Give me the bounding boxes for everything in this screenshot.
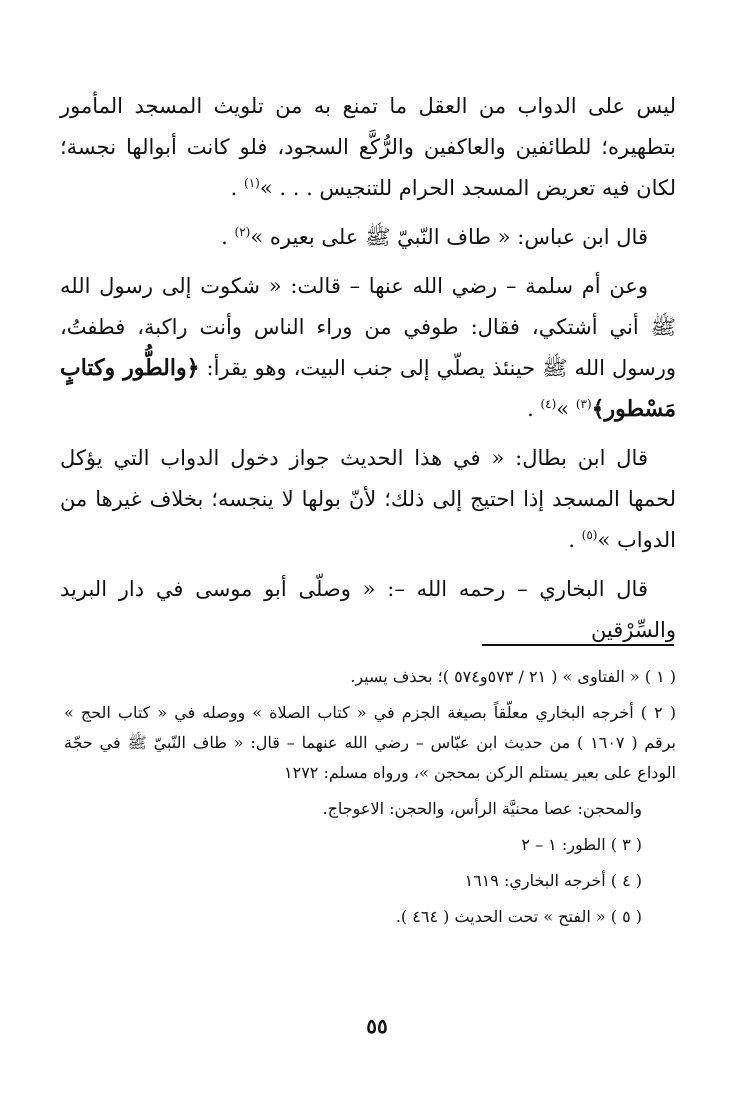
paragraph-3-quote-close: » [556,397,576,421]
footnote-4: ( ٤ ) أخرجه البخاري: ١٦١٩ [464,871,642,890]
footnote-5: ( ٥ ) « الفتح » تحت الحديث ( ٤٦٤ ). [395,907,642,926]
paragraph-3 [60,266,676,430]
paragraph-2-text: قال ابن عباس: « طاف النّبيّ ﷺ على بعيره » [250,225,648,249]
paragraph-1-line-1: ليس على الدواب من العقل ما تمنع به من تلويث المسجد المأمور [60,94,676,118]
paragraph-2 [60,217,676,258]
paragraph-1-line-2: بتطهيره؛ للطائفين والعاكفين والرُّكَّع السجود، فلو كانت أبوالها نجسة؛ لكان [60,135,676,200]
footnote-ref-4[interactable]: (٤) [540,397,557,411]
paragraph-5-text: قال البخاري – رحمه الله –: « وصلّى أبو موسى في دار البريد والسِّرْقين [60,577,676,642]
footnote-ref-1[interactable]: (١) [244,176,260,190]
footnote-ref-3[interactable]: (٣) [575,397,592,411]
paragraph-4-end: . [568,528,582,552]
paragraph-5 [60,569,676,651]
footnote-ref-5[interactable]: (٥) [581,528,598,542]
footnote-ref-2[interactable]: (٢) [234,225,251,239]
paragraph-1-line-3: فيه تعريض المسجد الحرام للتنجيس . . . » [259,176,630,200]
paragraph-3-end: . [527,397,541,421]
paragraph-1 [60,86,676,209]
quran-verse: ﴿والطُّور وكتابٍ مَسْطور﴾ [60,355,676,422]
paragraph-3-text: وعن أم سلمة – رضي الله عنها – قالت: « شكوت إلى رسول الله ﷺ أني أشتكي، فقال: طوفي من وراء الناس وأنت راكبة، فطفتُ، ورسول الله ﷺ حينئذ يصلّي إلى جنب البيت، وهو يقرأ: [60,274,676,380]
paragraph-4-text: قال ابن بطال: « في هذا الحديث جواز دخول الدواب التي يؤكل لحمها المسجد إذا احتيج إلى ذلك؛ لأنّ بولها لا ينجسه؛ بخلاف غيرها من الدواب » [60,446,676,552]
footnote-2: ( ٢ ) أخرجه البخاري معلّقاً بصيغة الجزم في « كتاب الصلاة » ووصله في « كتاب الحج » برقم ( ١٦٠٧ ) من حديث ابن عبّاس – رضي الله عنهما – قال: « طاف النّبيّ ﷺ في حجّة الوداع على بعير يستلم الركن بمحجن »، ورواه مسلم: ١٢٧٢ [64,703,677,782]
footnote-1: ( ١ ) « الفتاوى » ( ٢١ / ٥٧٣و٥٧٤ )؛ بحذف يسير. [350,667,676,686]
main-text [60,86,676,659]
paragraph-1-end: . [230,176,245,200]
paragraph-2-end: . [221,225,235,249]
page-number: ٥٥ [366,1014,388,1038]
footnote-2-note: والمحجن: عصا محنيَّة الرأس، والحجن: الاعوجاج. [322,799,642,818]
paragraph-4 [60,438,676,561]
footnotes [64,662,676,938]
footnote-separator [482,644,674,646]
footnote-3: ( ٣ ) الطور: ١ – ٢ [521,835,642,854]
